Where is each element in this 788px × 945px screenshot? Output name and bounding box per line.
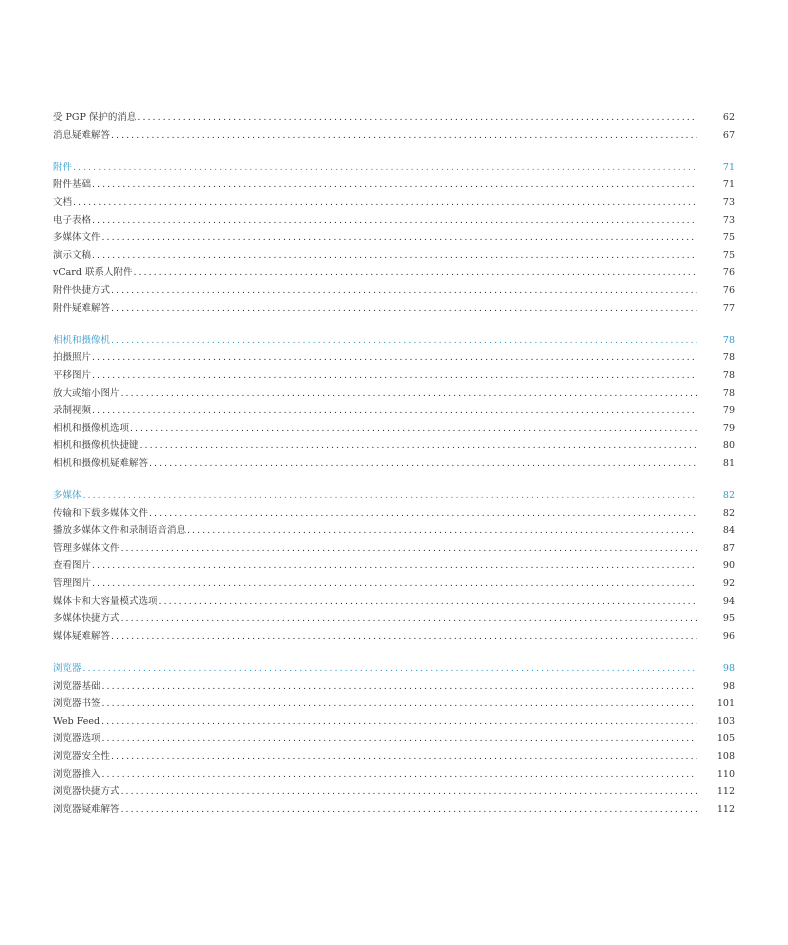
toc-entry-title: 平移图片: [53, 369, 92, 381]
toc-entry-title: 媒体疑难解答: [53, 630, 111, 642]
toc-entry-title: 查看图片: [53, 560, 92, 572]
toc-page-number: 80: [722, 440, 735, 452]
toc-page-number: 73: [722, 196, 735, 208]
toc-entry[interactable]: [53, 748, 735, 766]
toc-entry-title: 浏览器疑难解答: [53, 803, 120, 815]
toc-entry[interactable]: [53, 264, 735, 282]
dot-leader: [159, 593, 697, 611]
toc-page-number: 98: [722, 663, 735, 674]
toc-page-number: 90: [722, 560, 735, 572]
dot-leader: [92, 349, 697, 367]
toc-entry[interactable]: [53, 730, 735, 748]
toc-entry[interactable]: [53, 247, 735, 265]
toc-entry-title: 浏览器基础: [53, 680, 101, 692]
toc-entry-title: 演示文稿: [53, 249, 92, 261]
dot-leader: [111, 127, 697, 145]
dot-leader: [121, 783, 697, 801]
dot-leader: [130, 420, 697, 438]
toc-page-number: 112: [716, 803, 735, 815]
dot-leader: [73, 159, 697, 177]
toc-entry[interactable]: [53, 540, 735, 558]
toc-section: [53, 487, 735, 645]
toc-entry[interactable]: [53, 783, 735, 801]
toc-page-number: 84: [722, 525, 735, 537]
toc-entry[interactable]: [53, 109, 735, 127]
toc-section-heading[interactable]: [53, 487, 735, 505]
toc-section-heading[interactable]: [53, 332, 735, 350]
toc-entry-title: 管理多媒体文件: [53, 542, 120, 554]
toc-entry-title: 浏览器书签: [53, 698, 101, 710]
dot-leader: [140, 437, 697, 455]
toc-entry[interactable]: [53, 505, 735, 523]
toc-entry[interactable]: [53, 300, 735, 318]
dot-leader: [83, 660, 697, 678]
toc-entry[interactable]: [53, 229, 735, 247]
toc-entry[interactable]: [53, 801, 735, 819]
toc-entry[interactable]: [53, 628, 735, 646]
toc-entry-title: 受 PGP 保护的消息: [53, 112, 137, 123]
dot-leader: [92, 212, 697, 230]
dot-leader: [111, 748, 697, 766]
toc-entry-title: 传输和下载多媒体文件: [53, 507, 149, 519]
dot-leader: [111, 628, 697, 646]
toc-page-number: 76: [722, 284, 735, 296]
toc-entry-title: 电子表格: [53, 214, 92, 226]
toc-page-number: 79: [722, 405, 735, 417]
toc-entry[interactable]: [53, 575, 735, 593]
toc-page-number: 82: [722, 490, 735, 502]
toc-page-number: 79: [722, 422, 735, 434]
dot-leader: [149, 505, 697, 523]
dot-leader: [111, 282, 697, 300]
dot-leader: [73, 194, 697, 212]
toc-entry-title: 浏览器安全性: [53, 750, 111, 762]
toc-entry-title: 浏览器选项: [53, 733, 101, 745]
toc-entry-title: 附件疑难解答: [53, 302, 111, 314]
toc-page-number: 110: [716, 768, 735, 780]
toc-entry-title: 浏览器推入: [53, 768, 101, 780]
dot-leader: [149, 455, 697, 473]
toc-entry[interactable]: [53, 349, 735, 367]
toc-page-number: 112: [716, 786, 735, 798]
toc-entry-title: 媒体卡和大容量模式选项: [53, 595, 158, 607]
toc-page-number: 82: [722, 507, 735, 519]
toc-page-number: 98: [722, 680, 735, 692]
dot-leader: [121, 540, 697, 558]
toc-entry[interactable]: [53, 212, 735, 230]
dot-leader: [101, 713, 697, 731]
toc-entry-title: 相机和摄像机快捷键: [53, 440, 139, 452]
toc-entry-title: 浏览器快捷方式: [53, 786, 120, 798]
toc-page-number: 101: [716, 698, 735, 710]
toc-entry-title: 播放多媒体文件和录制语音消息: [53, 525, 187, 537]
dot-leader: [121, 801, 697, 819]
toc-page-number: 87: [722, 542, 735, 554]
dot-leader: [187, 522, 697, 540]
toc-entry-title: 附件: [53, 161, 73, 173]
toc-page-number: 96: [722, 630, 735, 642]
dot-leader: [92, 402, 697, 420]
toc-page-number: 78: [722, 387, 735, 399]
toc-page-number: 73: [722, 214, 735, 226]
dot-leader: [102, 695, 697, 713]
toc-entry[interactable]: [53, 367, 735, 385]
toc-section-heading[interactable]: [53, 660, 735, 678]
toc-entry-title: 相机和摄像机疑难解答: [53, 457, 149, 469]
dot-leader: [102, 229, 697, 247]
toc-entry[interactable]: [53, 557, 735, 575]
toc-page-number: 78: [722, 352, 735, 364]
toc-entry-title: 文档: [53, 196, 73, 208]
toc-page-number: 95: [722, 613, 735, 625]
toc-page-number: 81: [722, 457, 735, 469]
dot-leader: [92, 247, 697, 265]
toc-entry[interactable]: [53, 713, 735, 731]
toc-page-number: 78: [722, 334, 735, 346]
toc-entry-title: 消息疑难解答: [53, 129, 111, 141]
toc-entry-title: 录制视频: [53, 405, 92, 417]
toc-entry[interactable]: [53, 610, 735, 628]
toc-entry[interactable]: [53, 766, 735, 784]
toc-entry[interactable]: [53, 176, 735, 194]
toc-entry[interactable]: [53, 522, 735, 540]
toc-entry[interactable]: [53, 678, 735, 696]
toc-entry-title: 放大或缩小图片: [53, 387, 120, 399]
toc-section: [53, 332, 735, 473]
toc-page-number: 77: [722, 302, 735, 314]
toc-page-number: 75: [722, 249, 735, 261]
toc-page-number: 78: [722, 369, 735, 381]
toc-section: [53, 159, 735, 317]
toc-page-number: 76: [722, 267, 735, 279]
dot-leader: [92, 557, 697, 575]
toc-entry-title: Web Feed: [53, 715, 101, 727]
toc-entry[interactable]: [53, 402, 735, 420]
toc-page-number: 62: [722, 112, 735, 123]
dot-leader: [83, 487, 697, 505]
dot-leader: [133, 264, 697, 282]
toc-entry[interactable]: [53, 593, 735, 611]
toc-section: [53, 660, 735, 818]
toc-entry-title: 多媒体文件: [53, 232, 101, 244]
toc-page-number: 94: [722, 595, 735, 607]
toc-entry-title: 拍摄照片: [53, 352, 92, 364]
toc-entry[interactable]: [53, 420, 735, 438]
dot-leader: [102, 730, 697, 748]
dot-leader: [92, 367, 697, 385]
dot-leader: [111, 300, 697, 318]
dot-leader: [137, 109, 697, 127]
dot-leader: [121, 385, 697, 403]
toc-entry-title: 多媒体快捷方式: [53, 613, 120, 625]
toc-entry-title: 相机和摄像机: [53, 334, 111, 346]
toc-page-number: 105: [716, 733, 735, 745]
dot-leader: [121, 610, 697, 628]
toc-entry[interactable]: [53, 282, 735, 300]
toc-entry[interactable]: [53, 127, 735, 145]
dot-leader: [102, 766, 697, 784]
dot-leader: [102, 678, 697, 696]
toc-section: [53, 109, 735, 144]
toc-entry-title: 管理图片: [53, 578, 92, 590]
table-of-contents: [53, 109, 735, 833]
toc-entry-title: 多媒体: [53, 490, 82, 502]
toc-section-heading[interactable]: [53, 159, 735, 177]
toc-entry[interactable]: [53, 695, 735, 713]
dot-leader: [92, 176, 697, 194]
toc-page-number: 67: [722, 129, 735, 141]
toc-entry-title: 浏览器: [53, 663, 82, 674]
toc-entry[interactable]: [53, 437, 735, 455]
toc-entry[interactable]: [53, 455, 735, 473]
toc-entry[interactable]: [53, 194, 735, 212]
toc-page-number: 92: [722, 578, 735, 590]
toc-page-number: 71: [722, 179, 735, 191]
toc-entry-title: vCard 联系人附件: [53, 267, 133, 279]
toc-page-number: 103: [716, 715, 735, 727]
toc-entry-title: 附件快捷方式: [53, 284, 111, 296]
dot-leader: [92, 575, 697, 593]
toc-page-number: 71: [722, 161, 735, 173]
toc-page-number: 108: [716, 750, 735, 762]
toc-page-number: 75: [722, 232, 735, 244]
toc-entry[interactable]: [53, 385, 735, 403]
dot-leader: [111, 332, 697, 350]
toc-entry-title: 附件基础: [53, 179, 92, 191]
toc-entry-title: 相机和摄像机选项: [53, 422, 130, 434]
